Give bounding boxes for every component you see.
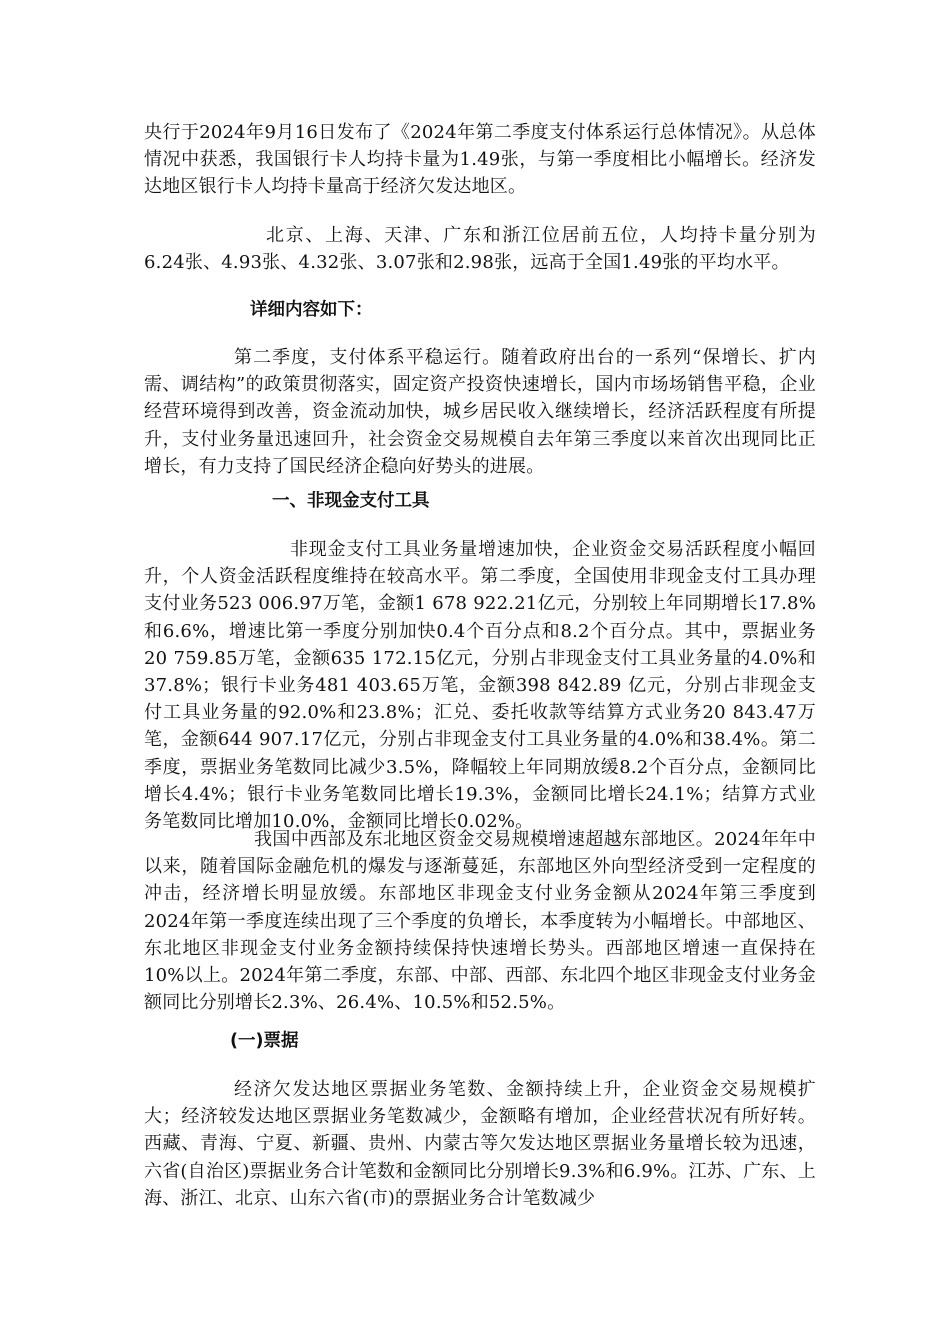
paragraph-noncash-tools: 非现金支付工具业务量增速加快，企业资金交易活跃程度小幅回升，个人资金活跃程度维持在较高水平。第二季度，全国使用非现金支付工具办理支付业务523 006.97万笔，金额1 678 922.21亿元，分别较上年同期增长17.8%和6.6%，增速比第一季度分别加快0.4个百分点和8.2个百分点。其中，票据业务20 759.85万笔，金额635 172.15亿元，分别占非现金支付工具业务量的4.0%和37.8%；银行卡业务481 403.65万笔，金额398 842.89 亿元，分别占非现金支付工具业务量的92.0%和23.8%；汇兑、委托收款等结算方式业务20 843.47万笔，金额644 907.17亿元，分别占非现金支付工具业务量的4.0%和38.4%。第二季度，票据业务笔数同比减少3.5%，降幅较上年同期放缓8.2个百分点，金额同比增长4.4%；银行卡业务笔数同比增长19.3%，金额同比增长24.1%；结算方式业务笔数同比增加10.0%，金额同比增长0.02%。 bbox=[144, 539, 816, 833]
heading-section-1: 一、非现金支付工具 bbox=[272, 491, 430, 511]
paragraph-top-five: 北京、上海、天津、广东和浙江位居前五位，人均持卡量分别为6.24张、4.93张、4.32张、3.07张和2.98张，远高于全国1.49张的平均水平。 bbox=[144, 225, 816, 274]
paragraph-regional: 我国中西部及东北地区资金交易规模增速超越东部地区。2024年年中以来，随着国际金融危机的爆发与逐渐蔓延，东部地区外向型经济受到一定程度的冲击，经济增长明显放缓。东部地区非现金支付业务金额从2024年第三季度到2024年第一季度连续出现了三个季度的负增长，本季度转为小幅增长。中部地区、东北地区非现金支付业务金额持续保持快速增长势头。西部地区增速一直保持在10%以上。2024年第二季度，东部、中部、西部、东北四个地区非现金支付业务金额同比分别增长2.3%、26.4%、10.5%和52.5%。 bbox=[144, 829, 816, 1014]
heading-details: 详细内容如下： bbox=[250, 300, 373, 320]
paragraph-bills: 经济欠发达地区票据业务笔数、金额持续上升，企业资金交易规模扩大；经济较发达地区票据业务笔数减少，金额略有增加，企业经营状况有所好转。西藏、青海、宁夏、新疆、贵州、内蒙古等欠发达地区票据业务量增长较为迅速，六省(自治区)票据业务合计笔数和金额同比分别增长9.3%和6.9%。江苏、广东、上海、浙江、北京、山东六省(市)的票据业务合计笔数减少 bbox=[144, 1079, 816, 1209]
paragraph-q2-overview: 第二季度，支付体系平稳运行。随着政府出台的一系列“保增长、扩内需、调结构”的政策贯彻落实，固定资产投资快速增长，国内市场场销售平稳，企业经营环境得到改善，资金流动加快，城乡居民收入继续增长，经济活跃程度有所提升，支付业务量迅速回升，社会资金交易规模自去年第三季度以来首次出现同比正增长，有力支持了国民经济企稳向好势头的进展。 bbox=[144, 347, 816, 477]
paragraph-intro: 央行于2024年9月16日发布了《2024年第二季度支付体系运行总体情况》。从总体情况中获悉，我国银行卡人均持卡量为1.49张，与第一季度相比小幅增长。经济发达地区银行卡人均持卡量高于经济欠发达地区。 bbox=[144, 122, 816, 198]
heading-subsection-bills: (一)票据 bbox=[230, 1031, 299, 1051]
